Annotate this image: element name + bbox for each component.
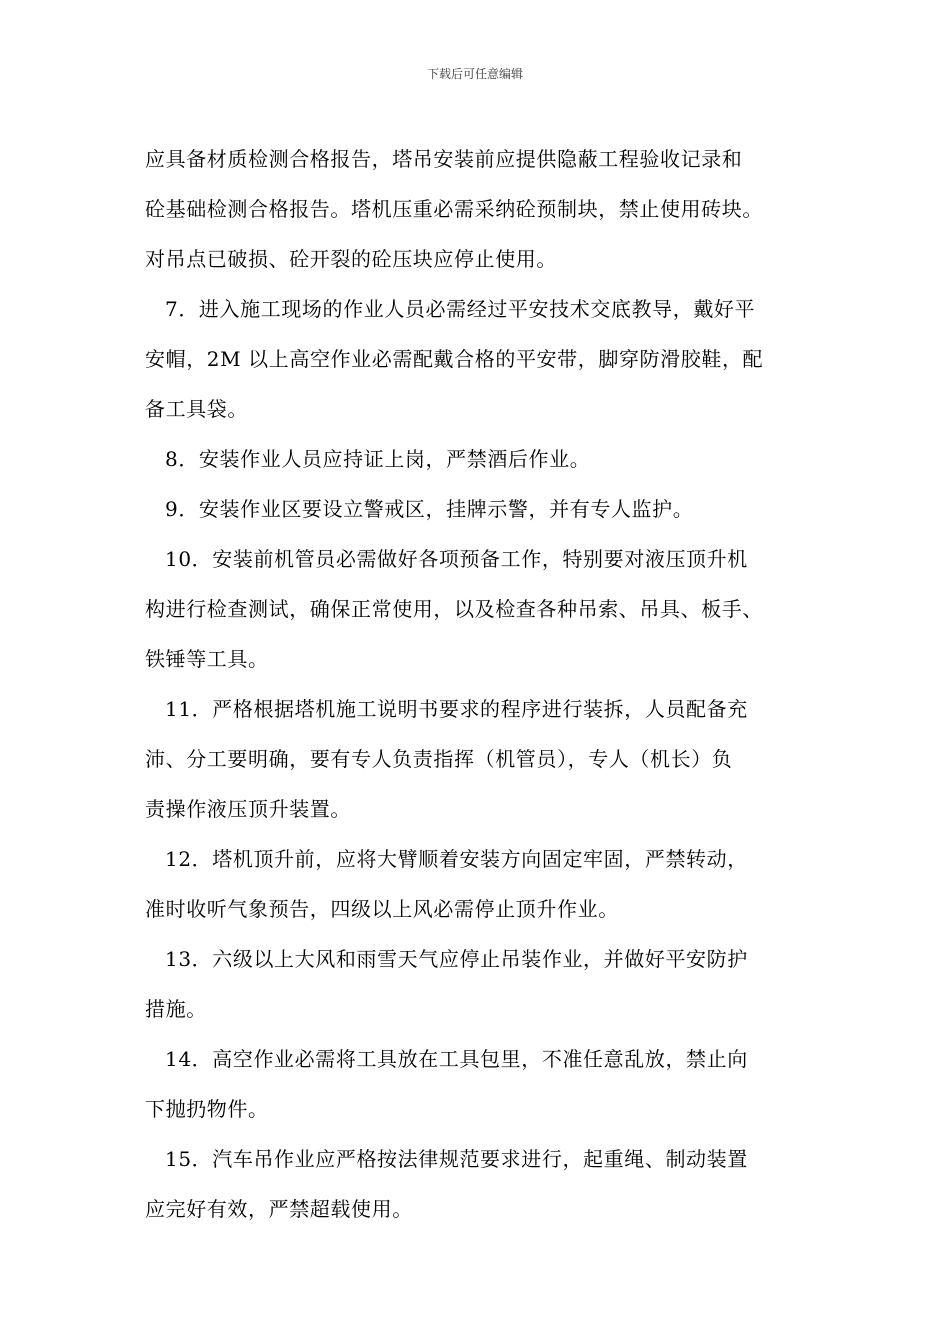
text-line: 构进行检查测试，确保正常使用，以及检查各种吊索、吊具、板手、 [145, 597, 763, 621]
text-line: 14．高空作业必需将工具放在工具包里，不准任意乱放，禁止向 [165, 1047, 748, 1071]
text-line: 12．塔机顶升前，应将大臂顺着安装方向固定牢固，严禁转动， [165, 847, 748, 871]
text-line: 责操作液压顶升装置。 [145, 797, 351, 821]
text-line: 准时收听气象预告，四级以上风必需停止顶升作业。 [145, 897, 619, 921]
text-line: 措施。 [145, 997, 207, 1021]
text-line: 砼基础检测合格报告。塔机压重必需采纳砼预制块，禁止使用砖块。 [145, 197, 763, 221]
text-line: 8．安装作业人员应持证上岗，严禁酒后作业。 [165, 447, 591, 471]
document-body [145, 134, 810, 1234]
text-line: 13．六级以上大风和雨雪天气应停止吊装作业，并做好平安防护 [165, 947, 748, 971]
text-line: 安帽，2M 以上高空作业必需配戴合格的平安带，脚穿防滑胶鞋，配 [145, 347, 764, 371]
text-line: 应完好有效，严禁超载使用。 [145, 1197, 413, 1221]
page-header: 下载后可任意编辑 [426, 67, 523, 81]
text-line: 9．安装作业区要设立警戒区，挂牌示警，并有专人监护。 [165, 497, 694, 521]
text-line: 10．安装前机管员必需做好各项预备工作，特别要对液压顶升机 [165, 547, 748, 571]
text-line: 沛、分工要明确，要有专人负责指挥（机管员），专人（机长）负 [145, 747, 733, 771]
text-line: 备工具袋。 [145, 397, 248, 421]
text-line: 应具备材质检测合格报告，塔吊安装前应提供隐蔽工程验收记录和 [145, 147, 743, 171]
text-line: 15．汽车吊作业应严格按法律规范要求进行，起重绳、制动装置 [165, 1147, 748, 1171]
text-line: 铁锤等工具。 [145, 647, 269, 671]
text-line: 11．严格根据塔机施工说明书要求的程序进行装拆，人员配备充 [165, 697, 748, 721]
text-line: 下抛扔物件。 [145, 1097, 269, 1121]
text-line: 对吊点已破损、砼开裂的砼压块应停止使用。 [145, 247, 557, 271]
text-line: 7．进入施工现场的作业人员必需经过平安技术交底教导，戴好平 [165, 297, 756, 321]
